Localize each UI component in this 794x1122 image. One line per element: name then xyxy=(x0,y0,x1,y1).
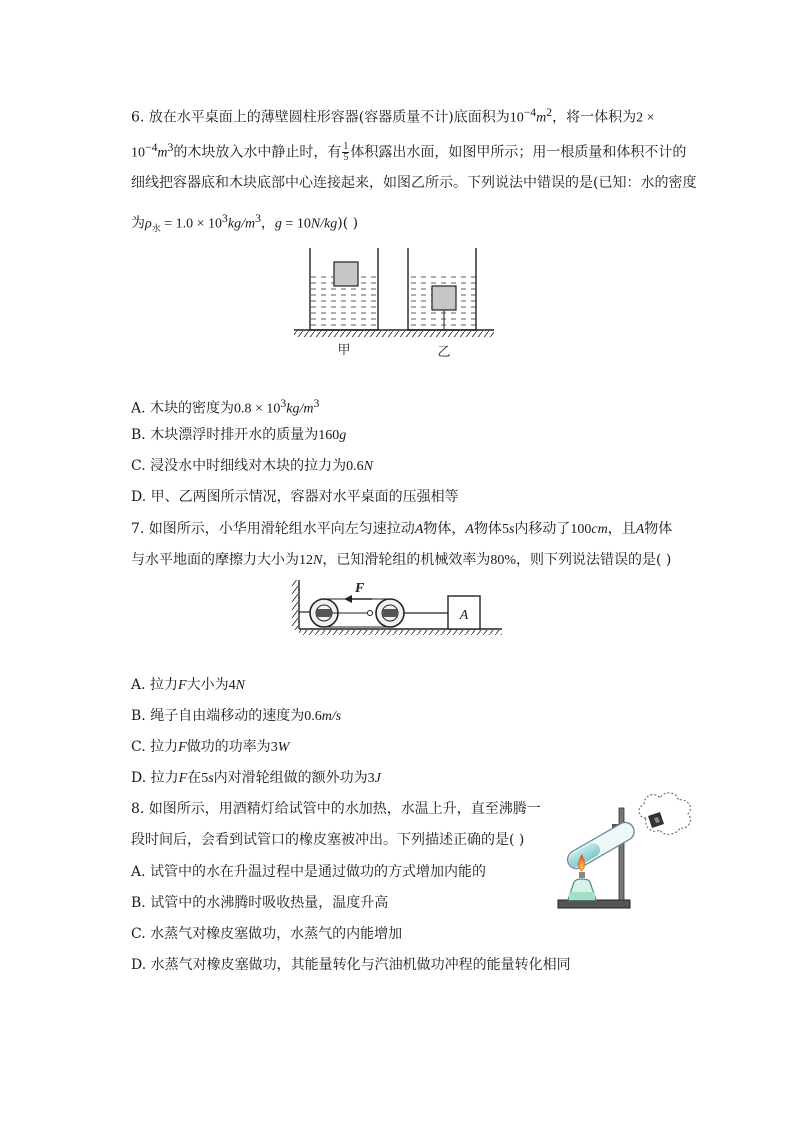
q6-figure-containers xyxy=(290,244,500,359)
rope-hook xyxy=(368,611,373,616)
q6-option-c[interactable]: C. 浸没水中时细线对木块的拉力为0.6N xyxy=(131,458,373,474)
q8-option-c[interactable]: C. 水蒸气对橡皮塞做功，水蒸气的内能增加 xyxy=(131,926,403,942)
q8-stem-line-1: 8. 如图所示，用酒精灯给试管中的水加热，水温上升，直至沸腾一 xyxy=(131,801,541,817)
fixed-pulley-frame xyxy=(316,609,332,617)
stand-base xyxy=(558,900,630,908)
q7-option-c[interactable]: C. 拉力F做功的功率为3W xyxy=(131,739,290,755)
q8-stem-line-2: 段时间后，会看到试管口的橡皮塞被冲出。下列描述正确的是( ) xyxy=(131,832,525,848)
q8-figure-test-tube xyxy=(548,788,698,924)
q6-stem-line-2: $10^{-4}m^3$的木块放入水中静止时，有 $\frac{1}{5}$ 体积露出水面，如图甲所示；用一根质量和体积不计的 xyxy=(131,141,687,164)
q6-option-d[interactable]: D. 甲、乙两图所示情况，容器对水平桌面的压强相等 xyxy=(131,489,459,505)
lamp-wick-holder xyxy=(579,872,585,878)
q7-option-b[interactable]: B. 绳子自由端移动的速度为0.6m/s xyxy=(131,708,342,724)
q6-stem-line-4: 为$\rho_水 = 1.0 \times 10^3kg/m^3$，g = 10N/kg)( ) xyxy=(131,212,359,235)
table-hatch xyxy=(294,331,494,337)
q6-option-a[interactable]: A. 木块的密度为$0.8 \times 10^3kg/m^3$ xyxy=(131,397,320,417)
steam-cloud-icon xyxy=(639,793,691,834)
q7-stem-line-1: 7. 如图所示，小华用滑轮组水平向左匀速拉动A物体，A物体5s内移动了100cm，且A物体 xyxy=(131,521,673,537)
q7-figure-pulley-system xyxy=(292,578,504,636)
wood-block-submerged xyxy=(432,286,456,310)
force-label: F xyxy=(355,581,365,596)
q6-stem-line-1: 6. 放在水平桌面上的薄壁圆柱形容器(容器质量不计)底面积为$10^{-4}m^2$，将一体积为2 × xyxy=(131,106,655,126)
ground-hatch xyxy=(299,630,502,635)
q6-option-b[interactable]: B. 木块漂浮时排开水的质量为160g xyxy=(131,427,347,443)
fraction-one-fifth: $\frac{1}{5}$ xyxy=(343,141,349,164)
q8-option-b[interactable]: B. 试管中的水沸腾时吸收热量，温度升高 xyxy=(131,895,389,911)
block-a-label: A xyxy=(459,608,469,623)
q7-option-d[interactable]: D. 拉力F在5s内对滑轮组做的额外功为3J xyxy=(131,770,381,786)
q7-option-a[interactable]: A. 拉力F大小为4N xyxy=(131,677,245,693)
wood-block-floating xyxy=(334,262,358,286)
wall-hatch xyxy=(292,580,298,630)
q8-option-a[interactable]: A. 试管中的水在升温过程中是通过做功的方式增加内能的 xyxy=(131,864,487,880)
figure-label-yi: 乙 xyxy=(437,345,451,360)
q7-stem-line-2: 与水平地面的摩擦力大小为12N，已知滑轮组的机械效率为80%，则下列说法错误的是( ) xyxy=(131,552,672,568)
stand-rod xyxy=(619,808,624,900)
q8-option-d[interactable]: D. 水蒸气对橡皮塞做功，其能量转化与汽油机做功冲程的能量转化相同 xyxy=(131,957,571,973)
movable-pulley-frame xyxy=(382,609,398,617)
force-arrow-icon xyxy=(344,595,352,603)
figure-label-jia: 甲 xyxy=(337,343,351,358)
q6-stem-line-3: 细线把容器底和木块底部中心连接起来，如图乙所示。下列说法中错误的是(已知：水的密度 xyxy=(131,175,697,191)
lamp-alcohol xyxy=(569,892,595,900)
